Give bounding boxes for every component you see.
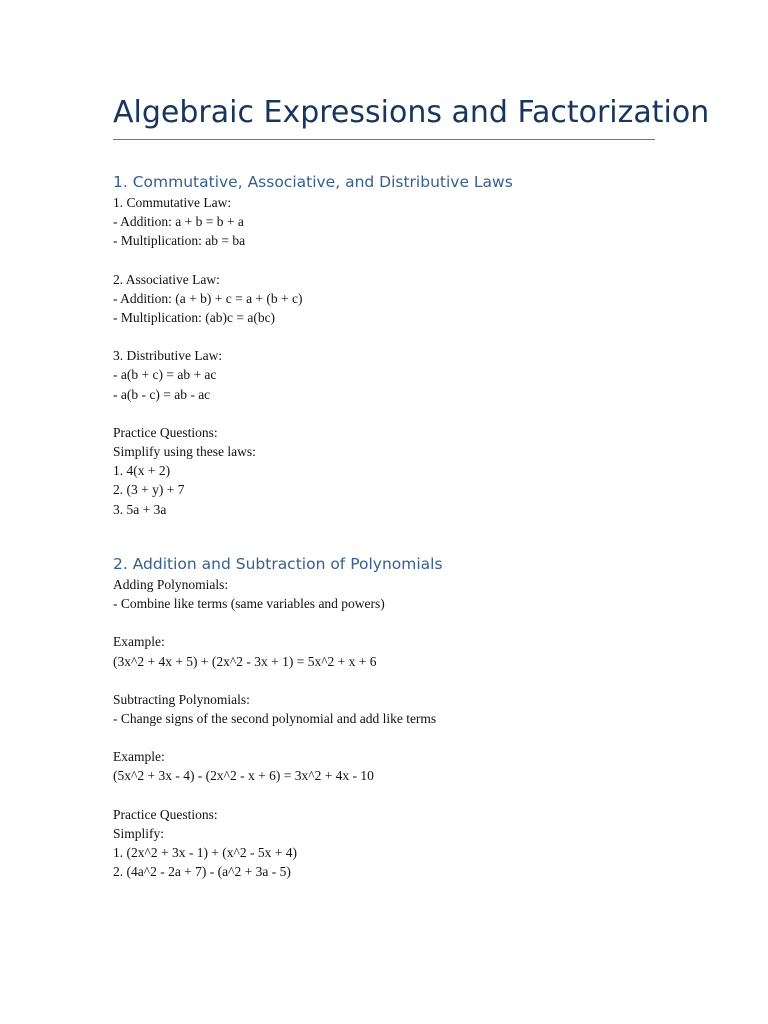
associative-law-block: [113, 270, 673, 328]
commutative-law-block: [113, 193, 673, 251]
practice-questions-block: [113, 423, 673, 519]
text-line: Simplify using these laws:: [113, 444, 256, 460]
text-line: 1. (2x^2 + 3x - 1) + (x^2 - 5x + 4): [113, 845, 297, 861]
text-line: Example:: [113, 634, 165, 650]
text-line: (5x^2 + 3x - 4) - (2x^2 - x + 6) = 3x^2 + 4x - 10: [113, 768, 374, 784]
text-line: Adding Polynomials:: [113, 577, 229, 592]
text-line: - a(b + c) = ab + ac: [113, 367, 217, 383]
subtraction-example-block: [113, 747, 673, 785]
section-laws: [113, 171, 673, 519]
text-line: (3x^2 + 4x + 5) + (2x^2 - 3x + 1) = 5x^2 + x + 6: [113, 653, 377, 669]
text-line: 3. Distributive Law:: [113, 348, 223, 364]
text-line: - Addition: (a + b) + c = a + (b + c): [113, 290, 303, 306]
text-line: 3. 5a + 3a: [113, 501, 167, 517]
text-line: 2. (4a^2 - 2a + 7) - (a^2 + 3a - 5): [113, 864, 291, 880]
title-underline: [113, 139, 655, 140]
text-line: 1. Commutative Law:: [113, 195, 232, 210]
text-line: 2. (3 + y) + 7: [113, 482, 185, 498]
addition-example-block: [113, 632, 673, 670]
text-line: 2. Associative Law:: [113, 271, 220, 287]
text-line: Practice Questions:: [113, 806, 218, 822]
text-line: - Change signs of the second polynomial and add like terms: [113, 711, 437, 727]
document-title: Algebraic Expressions and Factorization: [113, 95, 710, 130]
text-line: Practice Questions:: [113, 424, 218, 440]
subtracting-polynomials-block: [113, 690, 673, 728]
text-line: 1. 4(x + 2): [113, 463, 171, 479]
text-line: - Addition: a + b = b + a: [113, 214, 244, 230]
practice-questions-block: [113, 805, 673, 882]
text-line: - Multiplication: ab = ba: [113, 233, 246, 249]
text-line: Subtracting Polynomials:: [113, 691, 250, 707]
text-line: - Combine like terms (same variables and powers): [113, 596, 385, 612]
section-heading: 1. Commutative, Associative, and Distributive Laws: [113, 173, 513, 191]
section-polynomials: [113, 553, 673, 881]
text-line: - Multiplication: (ab)c = a(bc): [113, 310, 276, 326]
section-heading: 2. Addition and Subtraction of Polynomials: [113, 555, 443, 573]
text-line: Simplify:: [113, 825, 165, 841]
text-line: Example:: [113, 749, 165, 765]
adding-polynomials-block: [113, 575, 673, 613]
distributive-law-block: [113, 346, 673, 404]
text-line: - a(b - c) = ab - ac: [113, 386, 211, 402]
